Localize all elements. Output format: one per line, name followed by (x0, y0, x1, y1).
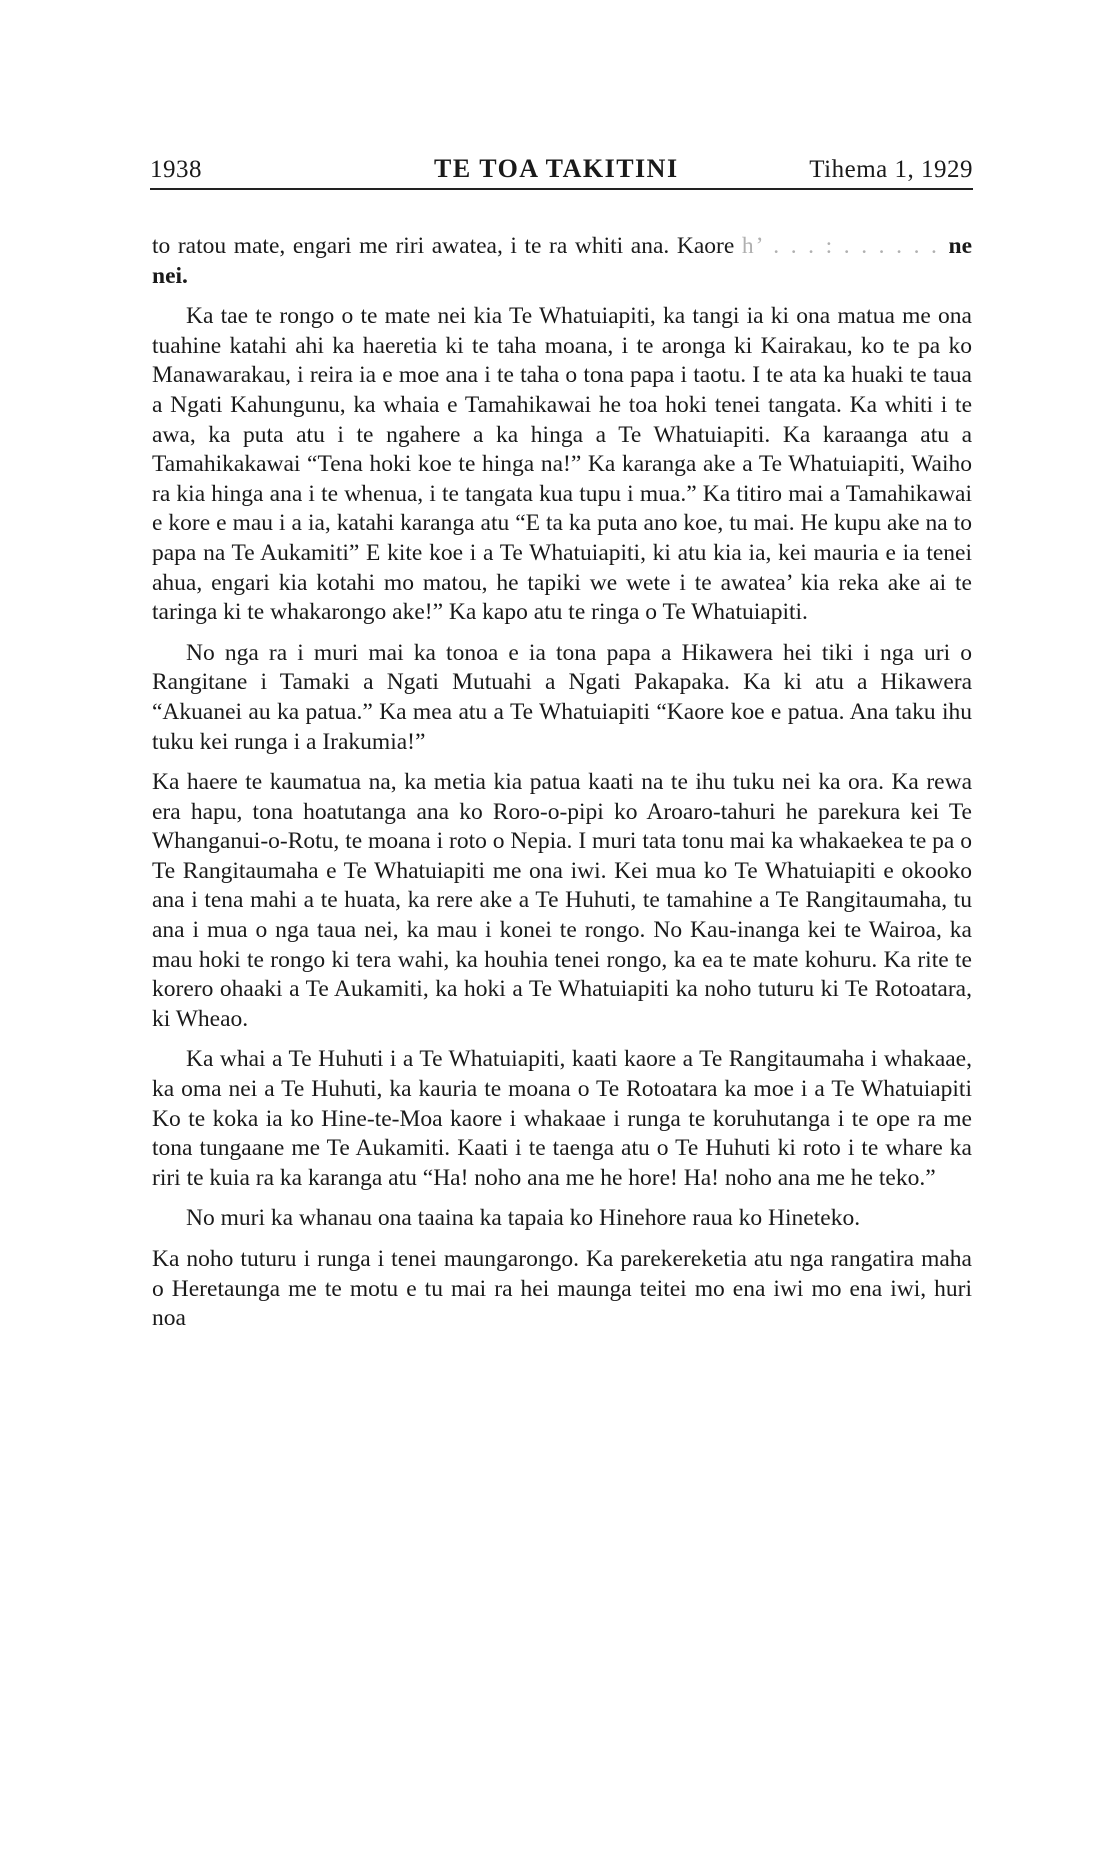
header-rule (150, 188, 973, 190)
paragraph-2: Ka tae te rongo o te mate nei kia Te Whatuiapiti, ka tangi ia ki ona matua me ona tuahine katahi ahi ka haeretia ki te taha moana, i te aronga ki Kairakau, ko te pa ko Manawarakau, i reira ia e moe ana i te taha o tona papa i taotu. I te ata ka huaki te taua a Ngati Kahungunu, ka whaia e Tamahikawai he toa hoki tenei tangata. Ka whiti i te awa, ka puta atu i te ngahere a ka hinga a Te Whatuiapiti. Ka karaanga atu a Tamahikakawai “Tena hoki koe te hinga na!” Ka karanga ake a Te Whatuiapiti, Waiho ra kia hinga ana i te whenua, i te tangata kua tupu i mua.” Ka titiro mai a Tamahikawai e kore e mau i a ia, katahi karanga atu “E ta ka puta ano koe, tu mai. He kupu ake na to papa na Te Aukamiti” E kite koe i a Te Whatuiapiti, ki atu kia ia, kei mauria e ia tenei ahua, engari kia kotahi mo matou, he tapiki we wete i te awatea’ kia reka ake ai te taringa ki te whakarongo ake!” Ka kapo atu te ringa o Te Whatuiapiti. (152, 303, 972, 626)
paragraph-1-line-1: to ratou mate, engari me riri awatea, i te ra whiti ana. Kaore (152, 233, 735, 259)
issue-date: Tihema 1, 1929 (809, 156, 973, 183)
paragraph-3: No nga ra i muri mai ka tonoa e ia tona papa a Hikawera hei tiki i nga uri o Rangitane i Tamaki a Ngati Mutuahi a Ngati Pakapaka. Ka ki atu a Hikawera “Akuanei au ka patua.” Ka mea atu a Te Whatuiapiti “Kaore koe e patua. Ana taku ihu tuku kei runga i a Irakumia!” (152, 639, 972, 755)
page-number: 1938 (150, 156, 202, 183)
article-body (152, 232, 972, 1345)
paragraph-7: Ka noho tuturu i runga i tenei maungarongo. Ka parekereketia atu nga rangatira maha o Heretaunga me te motu e tu mai ra hei maunga teitei mo ena iwi mo ena iwi, huri noa (152, 1246, 972, 1332)
defaced-text: h’ . . . : . . . . . . (741, 233, 949, 259)
paragraph-6: No muri ka whanau ona taaina ka tapaia ko Hinehore raua ko Hineteko. (186, 1205, 861, 1232)
running-header (150, 150, 973, 190)
paragraph-1-end: ne nei. (152, 233, 972, 289)
paragraph-1 (152, 232, 972, 291)
paragraph-5: Ka whai a Te Huhuti i a Te Whatuiapiti, kaati kaore a Te Rangitaumaha i whakaae, ka oma nei a Te Huhuti, ka kauria te moana o Te Rotoatara ka moe i a Te Whatuiapiti Ko te koka ia ko Hine-te-Moa kaore i whakaae i runga te koruhutanga i te ope ra me tona tungaane me Te Aukamiti. Kaati i te taenga atu o Te Huhuti ki roto i te whare ka riri te kuia ra ka karanga atu “Ha! noho ana me he hore! Ha! noho ana me he teko.” (152, 1046, 972, 1191)
paragraph-4: Ka haere te kaumatua na, ka metia kia patua kaati na te ihu tuku nei ka ora. Ka rewa era hapu, tona hoatutanga ana ko Roro-o-pipi ko Aroaro-tahuri he parekura kei Te Whanganui-o-Rotu, te moana i roto o Nepia. I muri tata tonu mai ka whakaekea te pa o Te Rangitaumaha e Te Whatuiapiti me ona iwi. Kei mua ko Te Whatuiapiti e okooko ana i tena mahi a te huata, ka rere ake a Te Huhuti, te tamahine a Te Rangitaumaha, tu ana i mua o nga taua nei, ka mau i konei te rongo. No Kau-inanga kei te Wairoa, ka mau hoki te rongo ki tera wahi, ka houhia tenei rongo, ka ea te mate kohuru. Ka rite te korero ohaaki a Te Aukamiti, ka hoki a Te Whatuiapiti ka noho tuturu ki Te Rotoatara, ki Wheao. (152, 769, 972, 1032)
journal-title: TE TOA TAKITINI (434, 154, 679, 183)
